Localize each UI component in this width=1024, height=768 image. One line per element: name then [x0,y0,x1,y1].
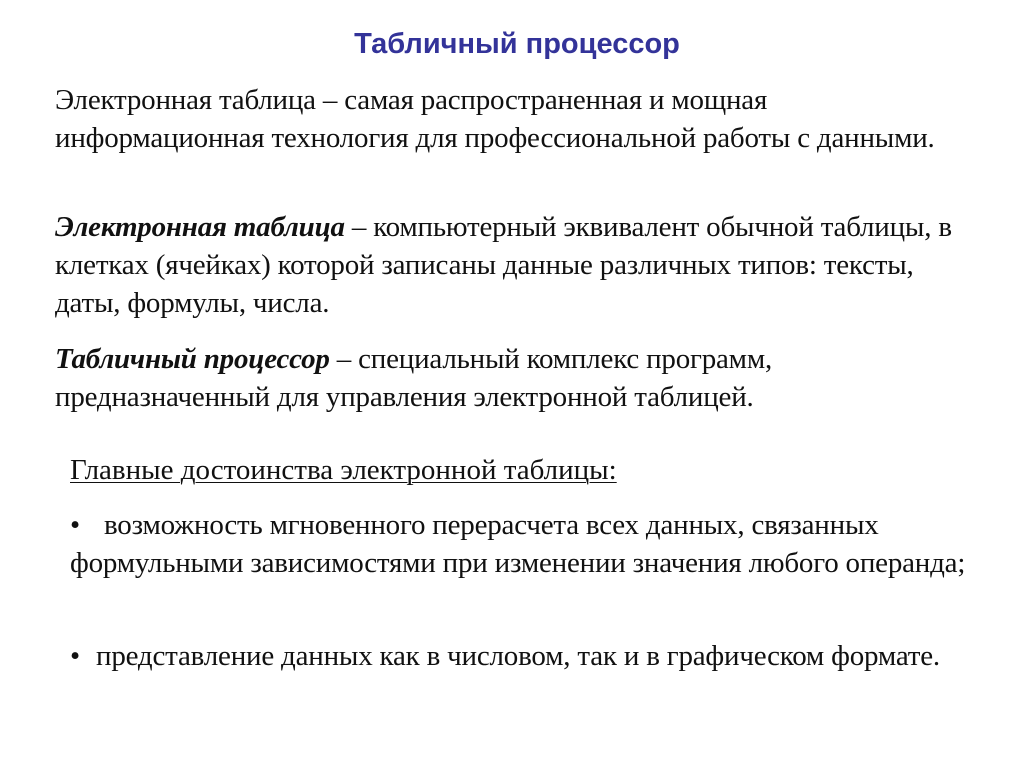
advantage-item-text: возможность мгновенного перерасчета всех данных, связанных формульными зависимостями при изменении значения любого операнда; [70,509,966,579]
bullet-icon: • [70,509,80,541]
advantage-item [70,506,970,582]
spreadsheet-definition-text: – компьютерный эквивалент обычной таблицы, в клетках (ячейках) которой записаны данные различных типов: тексты, даты, формулы, числа. [55,211,952,319]
advantages-heading: Главные достоинства электронной таблицы: [70,454,617,486]
processor-definition-text: – специальный комплекс программ, предназначенный для управления электронной таблицей. [55,343,773,413]
bullet-icon: • [70,640,80,672]
spreadsheet-term: Электронная таблица [55,211,345,243]
advantage-item-text: представление данных как в числовом, так и в графическом формате. [96,640,940,672]
spreadsheet-definition [55,208,975,322]
intro-paragraph: Электронная таблица – самая распространенная и мощная информационная технология для профессиональной работы с данными. [55,84,935,154]
processor-term: Табличный процессор [55,343,330,375]
advantage-item [70,637,950,675]
processor-definition [55,340,975,416]
slide-title: Табличный процессор [354,28,680,60]
